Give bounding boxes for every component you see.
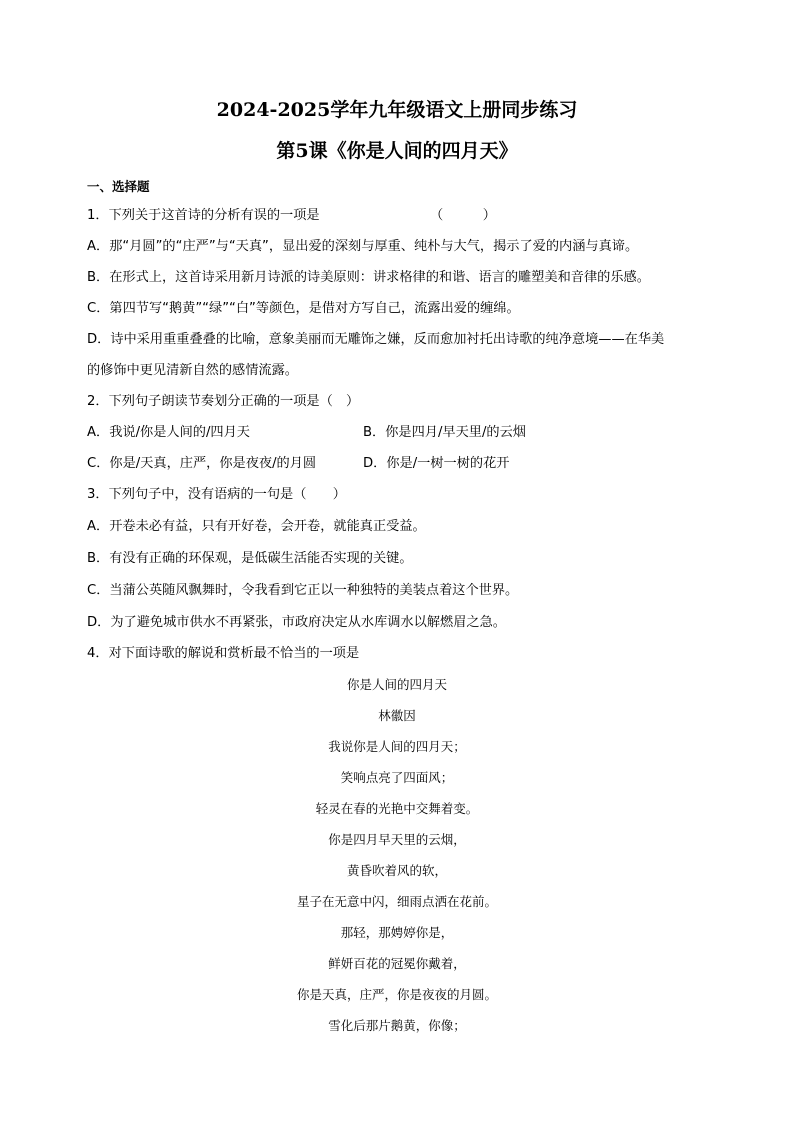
poem-line: 你是四月早天里的云烟， <box>328 832 466 847</box>
question-2-stem: 2．下列句子朗读节奏划分正确的一项是（ ） <box>87 394 360 409</box>
question-1-option-c: C．第四节写“鹅黄”“绿”“白”等颜色，是借对方写自己，流露出爱的缠绵。 <box>87 301 520 316</box>
poem-line: 鲜妍百花的冠冕你戴着， <box>328 956 466 971</box>
poem-line: 那轻，那娉婷你是， <box>340 925 454 940</box>
question-3-option-b: B．有没有正确的环保观，是低碳生活能否实现的关键。 <box>87 551 413 566</box>
question-3-option-c: C．当蒲公英随风飘舞时，令我看到它正以一种独特的美装点着这个世界。 <box>87 583 519 598</box>
question-2-option-a: A．我说/你是人间的/四月天 <box>87 425 250 440</box>
poem-line: 你是天真，庄严，你是夜夜的月圆。 <box>296 987 497 1002</box>
question-1-option-d: D．诗中采用重重叠叠的比喻，意象美丽而无雕饰之嫌，反而愈加衬托出诗歌的纯净意境——在华美 <box>87 332 665 347</box>
poem-title: 你是人间的四月天 <box>346 677 447 692</box>
poem-line: 雪化后那片鹅黄，你像； <box>328 1018 466 1033</box>
section-heading: 一、选择题 <box>87 179 150 194</box>
question-4-stem: 4．对下面诗歌的解说和赏析最不恰当的一项是 <box>87 646 360 661</box>
question-2-option-d: D．你是/一树一树的花开 <box>363 456 510 471</box>
question-3-stem: 3．下列句子中，没有语病的一句是（ ） <box>87 487 346 502</box>
question-1-option-b: B．在形式上，这首诗采用新月诗派的诗美原则：讲求格律的和谐、语言的雕塑美和音律的乐感。 <box>87 270 650 285</box>
lesson-title: 第5课《你是人间的四月天》 <box>276 140 518 162</box>
question-3-option-a: A．开卷未必有益，只有开好卷，会开卷，就能真正受益。 <box>87 519 426 534</box>
poem-line: 轻灵在春的光艳中交舞着变。 <box>315 801 479 816</box>
question-1-option-d-continued: 的修饰中更见清新自然的感情流露。 <box>87 363 298 378</box>
poem-line: 笑响点亮了四面风； <box>340 770 454 785</box>
worksheet-title: 2024-2025学年九年级语文上册同步练习 <box>216 99 578 121</box>
poem-author: 林徽因 <box>378 708 416 723</box>
poem-line: 我说你是人间的四月天； <box>328 739 466 754</box>
question-2-option-c: C．你是/天真，庄严，你是夜夜/的月圆 <box>87 456 317 471</box>
question-2-option-b: B．你是四月/早天里/的云烟 <box>363 425 526 440</box>
question-1-answer-paren: （ ） <box>430 208 496 223</box>
question-1-option-a: A．那“月圆”的“庄严”与“天真”，显出爱的深刻与厚重、纯朴与大气，揭示了爱的内涵与真谛。 <box>87 239 639 254</box>
question-1-stem: 1．下列关于这首诗的分析有误的一项是 <box>87 208 320 223</box>
poem-line: 星子在无意中闪，细雨点洒在花前。 <box>296 894 497 909</box>
poem-line: 黄昏吹着风的软， <box>346 863 447 878</box>
question-3-option-d: D．为了避免城市供水不再紧张，市政府决定从水库调水以解燃眉之急。 <box>87 615 506 630</box>
